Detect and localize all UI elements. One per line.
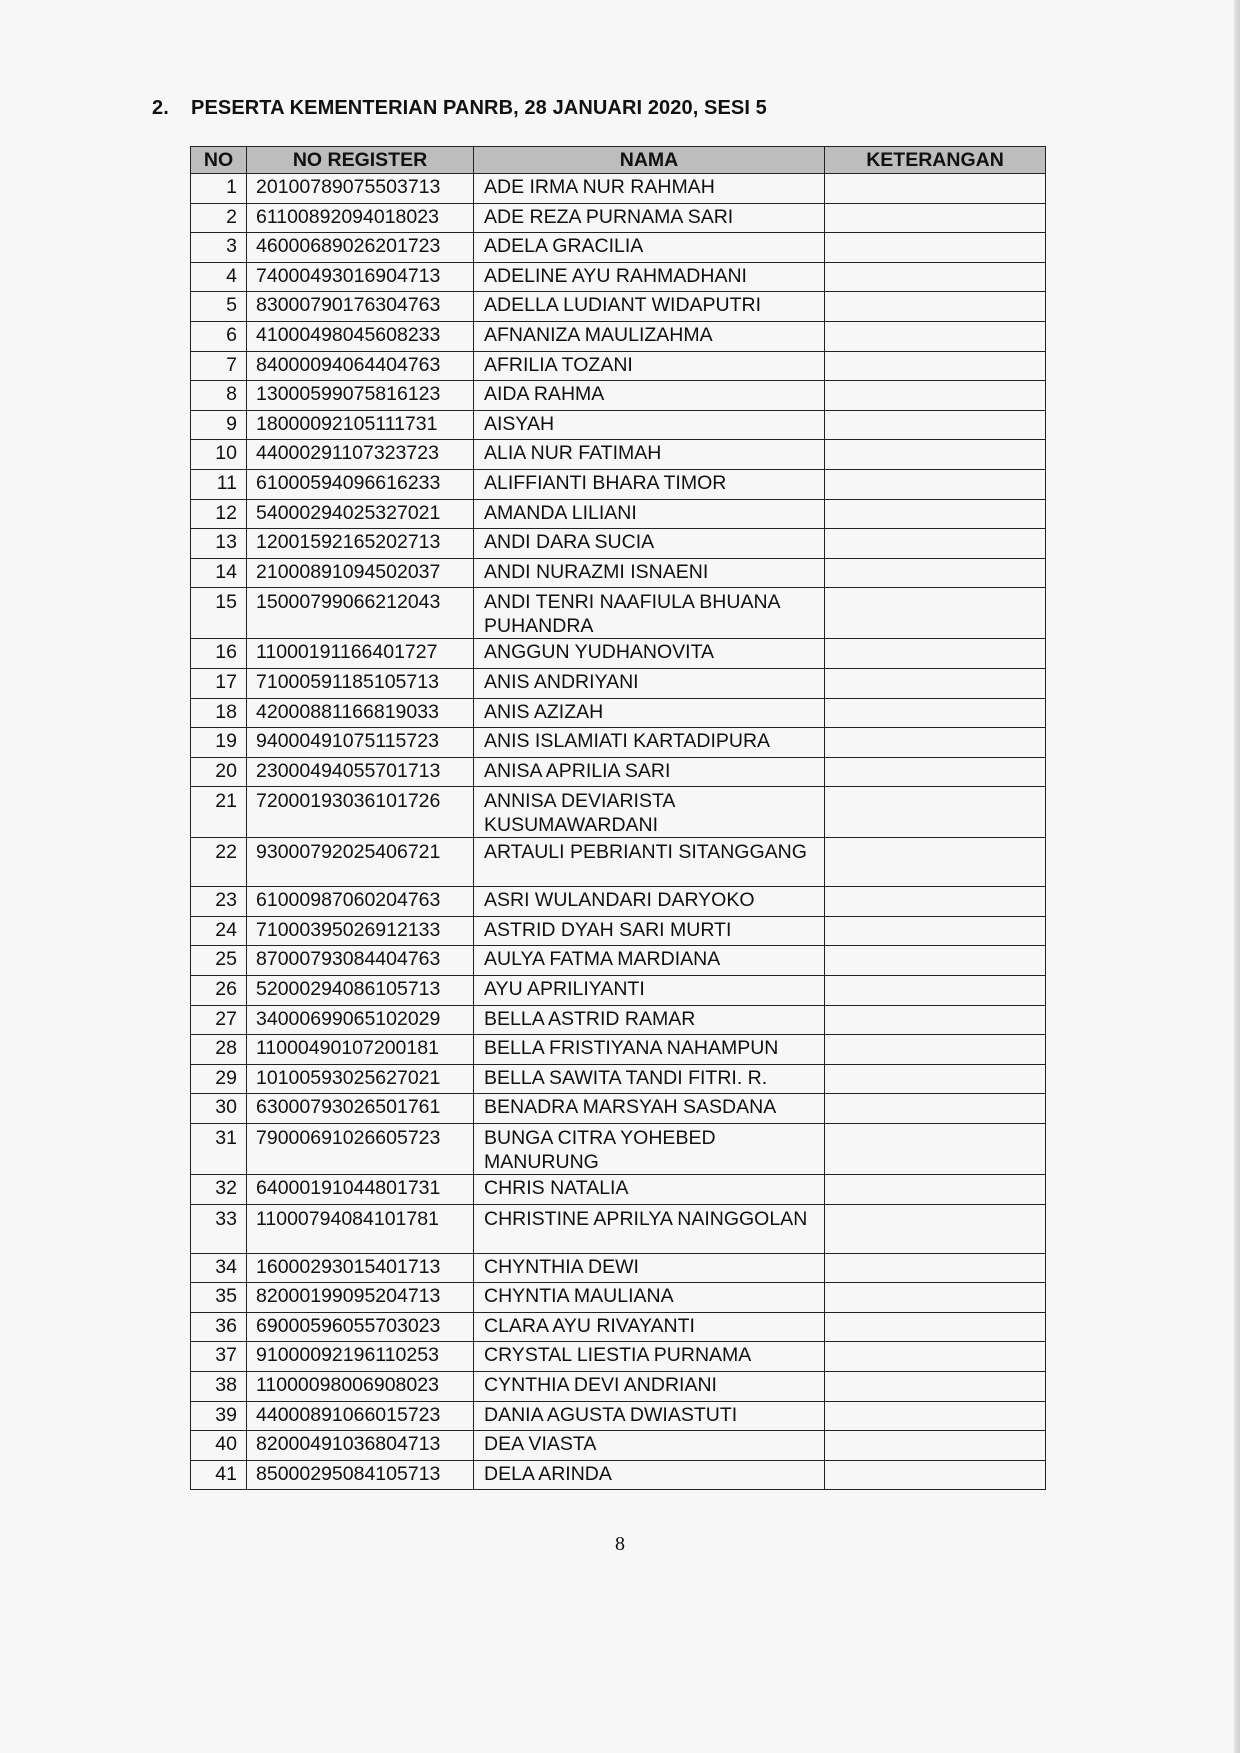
register-number-cell: 21000891094502037 xyxy=(247,558,474,588)
table-row xyxy=(191,381,1046,411)
table-row xyxy=(191,668,1046,698)
note-cell xyxy=(825,728,1046,758)
register-number-cell: 41000498045608233 xyxy=(247,321,474,351)
row-number-cell: 34 xyxy=(191,1253,247,1283)
register-number-cell: 11000191166401727 xyxy=(247,639,474,669)
row-number-cell: 14 xyxy=(191,558,247,588)
row-number-cell: 39 xyxy=(191,1401,247,1431)
note-cell xyxy=(825,410,1046,440)
row-number-cell: 22 xyxy=(191,838,247,887)
participant-name-cell: DELA ARINDA xyxy=(474,1460,825,1490)
row-number-cell: 19 xyxy=(191,728,247,758)
note-cell xyxy=(825,233,1046,263)
row-number-cell: 40 xyxy=(191,1431,247,1461)
table-row xyxy=(191,174,1046,204)
note-cell xyxy=(825,529,1046,559)
register-number-cell: 61100892094018023 xyxy=(247,203,474,233)
note-cell xyxy=(825,887,1046,917)
row-number-cell: 37 xyxy=(191,1342,247,1372)
register-number-cell: 85000295084105713 xyxy=(247,1460,474,1490)
participant-name-cell: CHYNTIA MAULIANA xyxy=(474,1283,825,1313)
row-number-cell: 41 xyxy=(191,1460,247,1490)
table-row xyxy=(191,946,1046,976)
participant-name-cell: ANNISA DEVIARISTA KUSUMAWARDANI xyxy=(474,787,825,838)
participant-name-cell: ALIA NUR FATIMAH xyxy=(474,440,825,470)
table-row xyxy=(191,529,1046,559)
table-row xyxy=(191,1372,1046,1402)
participant-name-cell: AULYA FATMA MARDIANA xyxy=(474,946,825,976)
table-row xyxy=(191,757,1046,787)
row-number-cell: 33 xyxy=(191,1204,247,1253)
participant-name-cell: ADE IRMA NUR RAHMAH xyxy=(474,174,825,204)
note-cell xyxy=(825,1064,1046,1094)
register-number-cell: 42000881166819033 xyxy=(247,698,474,728)
table-row xyxy=(191,1124,1046,1175)
table-row xyxy=(191,728,1046,758)
participant-name-cell: ALIFFIANTI BHARA TIMOR xyxy=(474,469,825,499)
row-number-cell: 28 xyxy=(191,1035,247,1065)
row-number-cell: 31 xyxy=(191,1124,247,1175)
participant-name-cell: DEA VIASTA xyxy=(474,1431,825,1461)
scan-page-edge xyxy=(1234,0,1240,1753)
table-row xyxy=(191,1005,1046,1035)
table-row xyxy=(191,639,1046,669)
table-row xyxy=(191,1283,1046,1313)
note-cell xyxy=(825,174,1046,204)
register-number-cell: 82000491036804713 xyxy=(247,1431,474,1461)
note-cell xyxy=(825,558,1046,588)
section-title: PESERTA KEMENTERIAN PANRB, 28 JANUARI 2020, SESI 5 xyxy=(191,97,767,119)
row-number-cell: 17 xyxy=(191,668,247,698)
row-number-cell: 6 xyxy=(191,321,247,351)
register-number-cell: 46000689026201723 xyxy=(247,233,474,263)
note-cell xyxy=(825,1204,1046,1253)
participant-name-cell: CHRISTINE APRILYA NAINGGOLAN xyxy=(474,1204,825,1253)
participant-name-cell: CHYNTHIA DEWI xyxy=(474,1253,825,1283)
register-number-cell: 71000591185105713 xyxy=(247,668,474,698)
table-row xyxy=(191,262,1046,292)
participant-name-cell: ADE REZA PURNAMA SARI xyxy=(474,203,825,233)
note-cell xyxy=(825,351,1046,381)
row-number-cell: 1 xyxy=(191,174,247,204)
header-note: KETERANGAN xyxy=(825,147,1046,174)
table-row xyxy=(191,838,1046,887)
note-cell xyxy=(825,440,1046,470)
register-number-cell: 63000793026501761 xyxy=(247,1094,474,1124)
note-cell xyxy=(825,668,1046,698)
table-row xyxy=(191,916,1046,946)
participant-name-cell: ADELINE AYU RAHMADHANI xyxy=(474,262,825,292)
table-row xyxy=(191,1431,1046,1461)
page-number: 8 xyxy=(615,1533,625,1555)
participant-name-cell: CHRIS NATALIA xyxy=(474,1175,825,1205)
table-row xyxy=(191,203,1046,233)
note-cell xyxy=(825,698,1046,728)
table-header-row xyxy=(191,147,1046,174)
table-body xyxy=(191,174,1046,1490)
register-number-cell: 72000193036101726 xyxy=(247,787,474,838)
register-number-cell: 52000294086105713 xyxy=(247,976,474,1006)
table-row xyxy=(191,698,1046,728)
row-number-cell: 24 xyxy=(191,916,247,946)
register-number-cell: 11000794084101781 xyxy=(247,1204,474,1253)
row-number-cell: 29 xyxy=(191,1064,247,1094)
row-number-cell: 25 xyxy=(191,946,247,976)
table-row xyxy=(191,588,1046,639)
participant-name-cell: AFNANIZA MAULIZAHMA xyxy=(474,321,825,351)
note-cell xyxy=(825,1175,1046,1205)
note-cell xyxy=(825,262,1046,292)
participant-name-cell: ANDI TENRI NAAFIULA BHUANA PUHANDRA xyxy=(474,588,825,639)
register-number-cell: 91000092196110253 xyxy=(247,1342,474,1372)
row-number-cell: 7 xyxy=(191,351,247,381)
table-row xyxy=(191,1253,1046,1283)
register-number-cell: 18000092105111731 xyxy=(247,410,474,440)
note-cell xyxy=(825,1312,1046,1342)
note-cell xyxy=(825,946,1046,976)
table-row xyxy=(191,1401,1046,1431)
participant-name-cell: CLARA AYU RIVAYANTI xyxy=(474,1312,825,1342)
row-number-cell: 8 xyxy=(191,381,247,411)
row-number-cell: 13 xyxy=(191,529,247,559)
table-row xyxy=(191,1064,1046,1094)
table-row xyxy=(191,1312,1046,1342)
row-number-cell: 9 xyxy=(191,410,247,440)
register-number-cell: 94000491075115723 xyxy=(247,728,474,758)
note-cell xyxy=(825,588,1046,639)
note-cell xyxy=(825,916,1046,946)
table-row xyxy=(191,558,1046,588)
participant-name-cell: ANIS ISLAMIATI KARTADIPURA xyxy=(474,728,825,758)
note-cell xyxy=(825,1094,1046,1124)
header-name: NAMA xyxy=(474,147,825,174)
register-number-cell: 11000490107200181 xyxy=(247,1035,474,1065)
table-row xyxy=(191,233,1046,263)
note-cell xyxy=(825,1431,1046,1461)
note-cell xyxy=(825,1372,1046,1402)
table-row xyxy=(191,1460,1046,1490)
note-cell xyxy=(825,838,1046,887)
register-number-cell: 84000094064404763 xyxy=(247,351,474,381)
row-number-cell: 11 xyxy=(191,469,247,499)
participant-name-cell: ANISA APRILIA SARI xyxy=(474,757,825,787)
table-row xyxy=(191,1342,1046,1372)
register-number-cell: 44000891066015723 xyxy=(247,1401,474,1431)
row-number-cell: 16 xyxy=(191,639,247,669)
row-number-cell: 20 xyxy=(191,757,247,787)
row-number-cell: 18 xyxy=(191,698,247,728)
row-number-cell: 27 xyxy=(191,1005,247,1035)
register-number-cell: 34000699065102029 xyxy=(247,1005,474,1035)
participant-name-cell: AFRILIA TOZANI xyxy=(474,351,825,381)
register-number-cell: 61000594096616233 xyxy=(247,469,474,499)
register-number-cell: 16000293015401713 xyxy=(247,1253,474,1283)
register-number-cell: 69000596055703023 xyxy=(247,1312,474,1342)
participant-name-cell: BENADRA MARSYAH SASDANA xyxy=(474,1094,825,1124)
note-cell xyxy=(825,321,1046,351)
participant-name-cell: AYU APRILIYANTI xyxy=(474,976,825,1006)
note-cell xyxy=(825,1124,1046,1175)
row-number-cell: 30 xyxy=(191,1094,247,1124)
note-cell xyxy=(825,1283,1046,1313)
table-row xyxy=(191,1094,1046,1124)
row-number-cell: 21 xyxy=(191,787,247,838)
register-number-cell: 10100593025627021 xyxy=(247,1064,474,1094)
table-row xyxy=(191,440,1046,470)
register-number-cell: 11000098006908023 xyxy=(247,1372,474,1402)
participant-name-cell: AIDA RAHMA xyxy=(474,381,825,411)
table-row xyxy=(191,1035,1046,1065)
note-cell xyxy=(825,1005,1046,1035)
register-number-cell: 44000291107323723 xyxy=(247,440,474,470)
register-number-cell: 64000191044801731 xyxy=(247,1175,474,1205)
section-heading xyxy=(152,97,767,120)
participant-name-cell: ANIS ANDRIYANI xyxy=(474,668,825,698)
participant-name-cell: ASRI WULANDARI DARYOKO xyxy=(474,887,825,917)
note-cell xyxy=(825,1401,1046,1431)
participant-name-cell: CYNTHIA DEVI ANDRIANI xyxy=(474,1372,825,1402)
register-number-cell: 54000294025327021 xyxy=(247,499,474,529)
note-cell xyxy=(825,381,1046,411)
register-number-cell: 13000599075816123 xyxy=(247,381,474,411)
row-number-cell: 35 xyxy=(191,1283,247,1313)
register-number-cell: 83000790176304763 xyxy=(247,292,474,322)
note-cell xyxy=(825,1342,1046,1372)
register-number-cell: 20100789075503713 xyxy=(247,174,474,204)
table-row xyxy=(191,292,1046,322)
participant-name-cell: AISYAH xyxy=(474,410,825,440)
participant-name-cell: CRYSTAL LIESTIA PURNAMA xyxy=(474,1342,825,1372)
row-number-cell: 3 xyxy=(191,233,247,263)
participant-name-cell: ASTRID DYAH SARI MURTI xyxy=(474,916,825,946)
participant-name-cell: ANGGUN YUDHANOVITA xyxy=(474,639,825,669)
register-number-cell: 87000793084404763 xyxy=(247,946,474,976)
note-cell xyxy=(825,1035,1046,1065)
participant-name-cell: BELLA FRISTIYANA NAHAMPUN xyxy=(474,1035,825,1065)
register-number-cell: 15000799066212043 xyxy=(247,588,474,639)
participant-name-cell: ANDI DARA SUCIA xyxy=(474,529,825,559)
register-number-cell: 82000199095204713 xyxy=(247,1283,474,1313)
participant-name-cell: DANIA AGUSTA DWIASTUTI xyxy=(474,1401,825,1431)
table-row xyxy=(191,321,1046,351)
participant-table xyxy=(190,146,1046,1490)
note-cell xyxy=(825,639,1046,669)
row-number-cell: 10 xyxy=(191,440,247,470)
note-cell xyxy=(825,976,1046,1006)
row-number-cell: 38 xyxy=(191,1372,247,1402)
register-number-cell: 61000987060204763 xyxy=(247,887,474,917)
note-cell xyxy=(825,203,1046,233)
note-cell xyxy=(825,787,1046,838)
note-cell xyxy=(825,469,1046,499)
header-no: NO xyxy=(191,147,247,174)
participant-name-cell: ADELA GRACILIA xyxy=(474,233,825,263)
participant-name-cell: BUNGA CITRA YOHEBED MANURUNG xyxy=(474,1124,825,1175)
row-number-cell: 36 xyxy=(191,1312,247,1342)
table-row xyxy=(191,787,1046,838)
table-row xyxy=(191,976,1046,1006)
note-cell xyxy=(825,1460,1046,1490)
row-number-cell: 23 xyxy=(191,887,247,917)
participant-name-cell: ANDI NURAZMI ISNAENI xyxy=(474,558,825,588)
table-row xyxy=(191,887,1046,917)
register-number-cell: 74000493016904713 xyxy=(247,262,474,292)
register-number-cell: 71000395026912133 xyxy=(247,916,474,946)
row-number-cell: 4 xyxy=(191,262,247,292)
participant-name-cell: AMANDA LILIANI xyxy=(474,499,825,529)
table-row xyxy=(191,351,1046,381)
section-number: 2. xyxy=(152,97,169,119)
table-row xyxy=(191,1204,1046,1253)
register-number-cell: 23000494055701713 xyxy=(247,757,474,787)
register-number-cell: 93000792025406721 xyxy=(247,838,474,887)
register-number-cell: 79000691026605723 xyxy=(247,1124,474,1175)
table-row xyxy=(191,499,1046,529)
row-number-cell: 15 xyxy=(191,588,247,639)
table-row xyxy=(191,469,1046,499)
row-number-cell: 12 xyxy=(191,499,247,529)
header-register: NO REGISTER xyxy=(247,147,474,174)
note-cell xyxy=(825,757,1046,787)
participant-name-cell: ADELLA LUDIANT WIDAPUTRI xyxy=(474,292,825,322)
note-cell xyxy=(825,1253,1046,1283)
participant-name-cell: ARTAULI PEBRIANTI SITANGGANG xyxy=(474,838,825,887)
participant-name-cell: ANIS AZIZAH xyxy=(474,698,825,728)
table-row xyxy=(191,1175,1046,1205)
row-number-cell: 5 xyxy=(191,292,247,322)
row-number-cell: 32 xyxy=(191,1175,247,1205)
note-cell xyxy=(825,499,1046,529)
row-number-cell: 26 xyxy=(191,976,247,1006)
note-cell xyxy=(825,292,1046,322)
participant-name-cell: BELLA ASTRID RAMAR xyxy=(474,1005,825,1035)
register-number-cell: 12001592165202713 xyxy=(247,529,474,559)
table-row xyxy=(191,410,1046,440)
row-number-cell: 2 xyxy=(191,203,247,233)
participant-name-cell: BELLA SAWITA TANDI FITRI. R. xyxy=(474,1064,825,1094)
